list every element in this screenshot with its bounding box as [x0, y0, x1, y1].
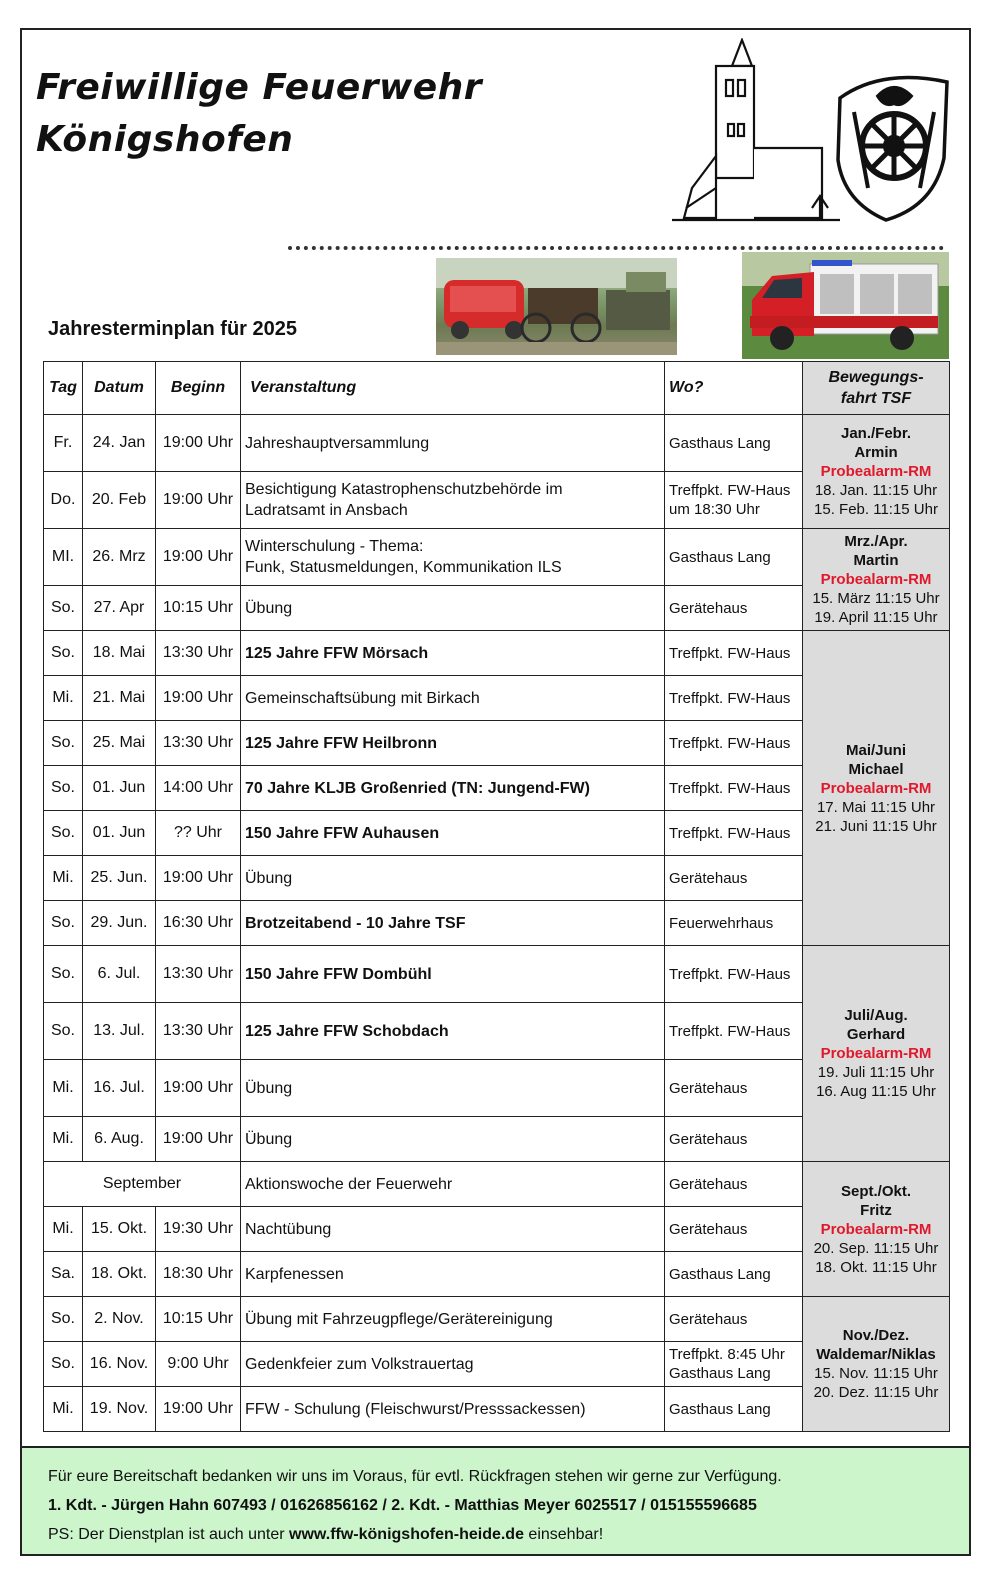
- event-cell: [241, 631, 665, 676]
- location-cell: [665, 721, 803, 766]
- tsf-group-cell: [803, 529, 950, 631]
- location-cell: [665, 1003, 803, 1060]
- location-line-1: Gerätehaus: [669, 1130, 748, 1148]
- beginn-cell: [156, 631, 241, 676]
- tag-cell: [44, 856, 83, 901]
- location-line-1: Feuerwehrhaus: [669, 914, 774, 932]
- beginn-value: 10:15 Uhr: [162, 599, 234, 616]
- datum-value: 27. Apr: [93, 599, 145, 616]
- beginn-value: 14:00 Uhr: [162, 779, 234, 796]
- location-cell: [665, 586, 803, 631]
- tag-cell: [44, 901, 83, 946]
- table-row: [44, 415, 950, 472]
- tag-value: Mi.: [52, 869, 74, 886]
- location-line-2: um 18:30 Uhr: [669, 501, 760, 518]
- location-line-1: Treffpkt. FW-Haus: [669, 1022, 791, 1040]
- datum-value: 18. Mai: [92, 644, 146, 661]
- tag-cell: [44, 415, 83, 472]
- location-cell: [665, 1387, 803, 1432]
- tsf-date-1: 17. Mai 11:15 Uhr: [816, 798, 936, 816]
- datum-value: 18. Okt.: [90, 1265, 148, 1282]
- location-line-1: Gerätehaus: [669, 1175, 748, 1193]
- tsf-date-1: 18. Jan. 11:15 Uhr: [814, 482, 938, 499]
- datum-value: 19. Nov.: [89, 1400, 149, 1417]
- datum-cell: [83, 856, 156, 901]
- location-cell: [665, 1207, 803, 1252]
- beginn-cell: [156, 415, 241, 472]
- beginn-cell: [156, 1003, 241, 1060]
- tsf-name: Martin: [853, 552, 899, 569]
- tag-cell: [44, 631, 83, 676]
- event-cell: [241, 472, 665, 529]
- month-cell: [44, 1162, 241, 1207]
- event-cell: [241, 1060, 665, 1117]
- tag-value: Mi.: [52, 1130, 74, 1147]
- footer-panel: [22, 1446, 969, 1554]
- historic-fire-trailer-photo: [436, 258, 677, 355]
- beginn-cell: [156, 529, 241, 586]
- event-cell: [241, 1117, 665, 1162]
- event-line-1: Brotzeitabend - 10 Jahre TSF: [245, 914, 466, 932]
- tag-value: Mi.: [52, 1220, 74, 1237]
- location-line-1: Treffpkt. FW-Haus: [669, 965, 791, 983]
- tsf-name: Waldemar/Niklas: [816, 1346, 936, 1363]
- beginn-value: 19:00 Uhr: [162, 1130, 234, 1147]
- table-row: [44, 946, 950, 1003]
- beginn-cell: [156, 472, 241, 529]
- tag-value: So.: [50, 599, 75, 616]
- tag-value: So.: [50, 644, 75, 661]
- beginn-value: 13:30 Uhr: [162, 1022, 234, 1039]
- event-cell: [241, 811, 665, 856]
- tsf-date-1: 15. Nov. 11:15 Uhr: [814, 1365, 938, 1382]
- tsf-date-1: 20. Sep. 11:15 Uhr: [813, 1239, 939, 1257]
- datum-cell: [83, 415, 156, 472]
- tsf-period: Nov./Dez.: [842, 1327, 910, 1344]
- datum-cell: [83, 472, 156, 529]
- beginn-value: ?? Uhr: [173, 824, 223, 841]
- datum-cell: [83, 631, 156, 676]
- event-cell: [241, 529, 665, 586]
- event-line-1: Karpfenessen: [245, 1265, 344, 1283]
- footer-contacts: 1. Kdt. - Jürgen Hahn 607493 / 01626856162 / 2. Kdt. - Matthias Meyer 6025517 / 015155596685: [48, 1497, 757, 1514]
- event-line-1: 150 Jahre FFW Auhausen: [245, 824, 440, 842]
- tsf-alarm: Probealarm-RM: [820, 779, 932, 797]
- footer-ps-prefix: PS: Der Dienstplan ist auch unter: [48, 1526, 290, 1543]
- tsf-period: Sept./Okt.: [840, 1182, 911, 1200]
- datum-cell: [83, 1252, 156, 1297]
- tag-cell: [44, 946, 83, 1003]
- location-cell: [665, 415, 803, 472]
- event-cell: [241, 856, 665, 901]
- tsf-date-1: 19. Juli 11:15 Uhr: [817, 1064, 935, 1081]
- event-line-1: Gedenkfeier zum Volkstrauertag: [245, 1355, 474, 1373]
- location-line-1: Gasthaus Lang: [669, 548, 771, 566]
- beginn-cell: [156, 1060, 241, 1117]
- event-line-1: 125 Jahre FFW Mörsach: [245, 644, 429, 662]
- tsf-period: Juli/Aug.: [844, 1007, 908, 1024]
- location-line-1: Gasthaus Lang: [669, 1265, 771, 1283]
- tag-value: Do.: [50, 491, 76, 508]
- event-line-1: Jahreshauptversammlung: [245, 434, 430, 452]
- location-line-1: Treffpkt. FW-Haus: [669, 824, 791, 842]
- beginn-cell: [156, 856, 241, 901]
- beginn-value: 19:00 Uhr: [162, 1400, 234, 1417]
- location-cell: [665, 766, 803, 811]
- event-line-1: 70 Jahre KLJB Großenried (TN: Jungend-FW): [245, 779, 590, 797]
- header-tsf-line2: fahrt TSF: [840, 390, 912, 407]
- header-wo: Wo?: [665, 362, 803, 415]
- location-cell: [665, 1117, 803, 1162]
- datum-cell: [83, 1207, 156, 1252]
- tag-value: So.: [50, 824, 75, 841]
- datum-value: 6. Jul.: [97, 965, 141, 982]
- event-line-1: 125 Jahre FFW Schobdach: [245, 1022, 449, 1040]
- event-line-1: 125 Jahre FFW Heilbronn: [245, 734, 438, 752]
- tsf-date-1: 15. März 11:15 Uhr: [812, 590, 940, 607]
- beginn-value: 19:30 Uhr: [162, 1220, 234, 1237]
- footer-website-note: [48, 1526, 603, 1544]
- event-line-2: Ladratsamt in Ansbach: [245, 502, 408, 519]
- beginn-cell: [156, 766, 241, 811]
- datum-cell: [83, 586, 156, 631]
- beginn-cell: [156, 1207, 241, 1252]
- beginn-cell: [156, 811, 241, 856]
- header-veranstaltung: Veranstaltung: [241, 362, 665, 415]
- tag-value: So.: [50, 779, 75, 796]
- datum-cell: [83, 1342, 156, 1387]
- tag-cell: [44, 766, 83, 811]
- datum-value: 01. Jun: [92, 824, 146, 841]
- tag-value: So.: [50, 914, 75, 931]
- beginn-value: 13:30 Uhr: [162, 644, 234, 661]
- datum-value: 20. Feb: [91, 491, 147, 508]
- datum-value: 6. Aug.: [94, 1130, 144, 1147]
- event-line-1: Nachtübung: [245, 1220, 332, 1238]
- datum-value: 21. Mai: [92, 689, 146, 706]
- dotted-divider: [288, 246, 944, 250]
- datum-cell: [83, 946, 156, 1003]
- location-cell: [665, 1342, 803, 1387]
- table-header-row: [44, 362, 950, 415]
- tag-value: So.: [50, 1022, 75, 1039]
- event-cell: [241, 676, 665, 721]
- tsf-name: Michael: [848, 760, 904, 778]
- church-coat-of-arms-logo: [672, 38, 952, 223]
- table-row: [44, 529, 950, 586]
- event-line-1: Besichtigung Katastrophenschutzbehörde im: [245, 481, 563, 498]
- location-line-1: Gerätehaus: [669, 1079, 748, 1097]
- beginn-value: 18:30 Uhr: [162, 1265, 234, 1282]
- datum-value: 15. Okt.: [90, 1220, 148, 1237]
- tag-value: Fr.: [53, 434, 73, 451]
- beginn-cell: [156, 1117, 241, 1162]
- location-line-1: Treffpkt. FW-Haus: [669, 482, 791, 499]
- beginn-cell: [156, 1387, 241, 1432]
- tag-value: So.: [50, 734, 75, 751]
- location-cell: [665, 1162, 803, 1207]
- title-line-1: Freiwillige Feuerwehr: [36, 67, 483, 108]
- tsf-period: Jan./Febr.: [840, 425, 912, 442]
- table-row: [44, 631, 950, 676]
- datum-cell: [83, 1060, 156, 1117]
- header-tsf: [803, 362, 950, 415]
- event-line-1: Gemeinschaftsübung mit Birkach: [245, 689, 480, 707]
- datum-value: 16. Jul.: [93, 1079, 145, 1096]
- event-cell: [241, 1297, 665, 1342]
- tsf-date-2: 18. Okt. 11:15 Uhr: [815, 1258, 937, 1276]
- datum-value: 2. Nov.: [94, 1310, 144, 1327]
- fire-truck-tsf-photo: [742, 252, 949, 359]
- tsf-alarm: Probealarm-RM: [820, 1220, 932, 1238]
- tsf-name: Fritz: [860, 1201, 892, 1219]
- location-line-1: Treffpkt. 8:45 Uhr: [669, 1346, 785, 1363]
- location-cell: [665, 1252, 803, 1297]
- tsf-alarm: Probealarm-RM: [820, 571, 932, 588]
- event-cell: [241, 946, 665, 1003]
- tag-cell: [44, 1117, 83, 1162]
- title-line-2: Königshofen: [36, 119, 294, 160]
- tsf-date-2: 19. April 11:15 Uhr: [814, 609, 938, 626]
- beginn-cell: [156, 901, 241, 946]
- location-cell: [665, 472, 803, 529]
- event-cell: [241, 1003, 665, 1060]
- tag-value: So.: [50, 1310, 75, 1327]
- datum-cell: [83, 766, 156, 811]
- event-line-1: Übung: [245, 599, 293, 617]
- tsf-date-2: 15. Feb. 11:15 Uhr: [814, 501, 938, 518]
- event-line-2: Funk, Statusmeldungen, Kommunikation ILS: [245, 559, 562, 576]
- beginn-value: 19:00 Uhr: [162, 434, 234, 451]
- schedule-table: [43, 361, 950, 1432]
- event-line-1: Übung mit Fahrzeugpflege/Gerätereinigung: [245, 1310, 553, 1328]
- tag-cell: [44, 1297, 83, 1342]
- tsf-group-cell: [803, 946, 950, 1162]
- datum-cell: [83, 721, 156, 766]
- tag-cell: [44, 472, 83, 529]
- datum-value: 13. Jul.: [93, 1022, 145, 1039]
- website-link[interactable]: www.ffw-königshofen-heide.de: [289, 1526, 524, 1543]
- header-beginn: Beginn: [156, 362, 241, 415]
- tag-value: MI.: [51, 548, 75, 565]
- beginn-cell: [156, 586, 241, 631]
- tsf-date-2: 20. Dez. 11:15 Uhr: [813, 1384, 939, 1401]
- location-line-2: Gasthaus Lang: [669, 1365, 771, 1382]
- datum-cell: [83, 1297, 156, 1342]
- tag-value: Mi.: [52, 689, 74, 706]
- beginn-value: 13:30 Uhr: [162, 734, 234, 751]
- tsf-alarm: Probealarm-RM: [820, 1045, 932, 1062]
- beginn-cell: [156, 676, 241, 721]
- tag-cell: [44, 586, 83, 631]
- page-title: [36, 62, 482, 166]
- schedule-subtitle: Jahresterminplan für 2025: [48, 318, 297, 340]
- tag-cell: [44, 1342, 83, 1387]
- beginn-value: 19:00 Uhr: [162, 548, 234, 565]
- beginn-cell: [156, 721, 241, 766]
- location-line-1: Gerätehaus: [669, 1220, 748, 1238]
- tag-value: So.: [50, 1355, 75, 1372]
- event-cell: [241, 1252, 665, 1297]
- datum-cell: [83, 1117, 156, 1162]
- location-line-1: Gerätehaus: [669, 599, 748, 617]
- datum-value: 01. Jun: [92, 779, 146, 796]
- datum-cell: [83, 529, 156, 586]
- datum-cell: [83, 811, 156, 856]
- tag-cell: [44, 676, 83, 721]
- event-line-1: Übung: [245, 869, 293, 887]
- tag-cell: [44, 529, 83, 586]
- beginn-value: 19:00 Uhr: [162, 1079, 234, 1096]
- tag-cell: [44, 1207, 83, 1252]
- table-row: [44, 1297, 950, 1342]
- event-cell: [241, 1387, 665, 1432]
- tag-value: Sa.: [50, 1265, 75, 1282]
- location-cell: [665, 1297, 803, 1342]
- event-cell: [241, 766, 665, 811]
- datum-value: 24. Jan: [92, 434, 146, 451]
- event-cell: [241, 1162, 665, 1207]
- beginn-value: 13:30 Uhr: [162, 965, 234, 982]
- tsf-group-cell: [803, 1297, 950, 1432]
- location-line-1: Treffpkt. FW-Haus: [669, 689, 791, 707]
- tsf-group-cell: [803, 415, 950, 529]
- location-cell: [665, 901, 803, 946]
- beginn-cell: [156, 1342, 241, 1387]
- tag-cell: [44, 1060, 83, 1117]
- event-cell: [241, 721, 665, 766]
- month-label: September: [102, 1175, 182, 1192]
- beginn-value: 9:00 Uhr: [167, 1355, 229, 1372]
- datum-value: 25. Mai: [92, 734, 146, 751]
- tsf-name: Gerhard: [846, 1026, 906, 1043]
- datum-value: 26. Mrz: [92, 548, 146, 565]
- tsf-date-2: 16. Aug 11:15 Uhr: [816, 1083, 936, 1100]
- tag-value: So.: [50, 965, 75, 982]
- tsf-date-2: 21. Juni 11:15 Uhr: [815, 817, 937, 835]
- footer-ps-suffix: einsehbar!: [523, 1526, 604, 1543]
- tsf-period: Mrz./Apr.: [844, 533, 908, 550]
- beginn-value: 19:00 Uhr: [162, 689, 234, 706]
- event-cell: [241, 586, 665, 631]
- location-cell: [665, 529, 803, 586]
- event-cell: [241, 415, 665, 472]
- beginn-value: 19:00 Uhr: [162, 491, 234, 508]
- tsf-period: Mai/Juni: [845, 741, 906, 759]
- header-tsf-line1: Bewegungs-: [828, 369, 924, 386]
- header-tag: Tag: [44, 362, 83, 415]
- beginn-cell: [156, 1252, 241, 1297]
- tsf-group-cell: [803, 631, 950, 946]
- event-line-1: 150 Jahre FFW Dombühl: [245, 965, 432, 983]
- tsf-name: Armin: [854, 444, 898, 461]
- tag-value: Mi.: [52, 1400, 74, 1417]
- location-line-1: Gasthaus Lang: [669, 434, 771, 452]
- location-line-1: Treffpkt. FW-Haus: [669, 734, 791, 752]
- event-cell: [241, 1207, 665, 1252]
- tsf-group-cell: [803, 1162, 950, 1297]
- footer-thanks-text: Für eure Bereitschaft bedanken wir uns im Voraus, für evtl. Rückfragen stehen wir gerne zur Verfügung.: [48, 1468, 782, 1485]
- event-cell: [241, 901, 665, 946]
- tsf-alarm: Probealarm-RM: [820, 463, 932, 480]
- beginn-cell: [156, 1297, 241, 1342]
- datum-value: 25. Jun.: [90, 869, 148, 886]
- tag-value: Mi.: [52, 1079, 74, 1096]
- event-line-1: Winterschulung - Thema:: [245, 538, 424, 555]
- beginn-cell: [156, 946, 241, 1003]
- location-line-1: Treffpkt. FW-Haus: [669, 779, 791, 797]
- datum-value: 16. Nov.: [89, 1355, 149, 1372]
- datum-cell: [83, 676, 156, 721]
- event-line-1: FFW - Schulung (Fleischwurst/Presssackessen): [245, 1400, 586, 1418]
- datum-cell: [83, 901, 156, 946]
- tag-cell: [44, 1387, 83, 1432]
- tag-cell: [44, 721, 83, 766]
- location-line-1: Gerätehaus: [669, 1310, 748, 1328]
- tag-cell: [44, 1252, 83, 1297]
- event-line-1: Übung: [245, 1079, 293, 1097]
- location-cell: [665, 631, 803, 676]
- datum-cell: [83, 1387, 156, 1432]
- header-datum: Datum: [83, 362, 156, 415]
- location-line-1: Treffpkt. FW-Haus: [669, 644, 791, 662]
- beginn-value: 10:15 Uhr: [162, 1310, 234, 1327]
- tag-cell: [44, 1003, 83, 1060]
- location-line-1: Gerätehaus: [669, 869, 748, 887]
- event-line-1: Übung: [245, 1130, 293, 1148]
- datum-cell: [83, 1003, 156, 1060]
- datum-value: 29. Jun.: [90, 914, 148, 931]
- location-cell: [665, 676, 803, 721]
- location-cell: [665, 811, 803, 856]
- event-cell: [241, 1342, 665, 1387]
- event-line-1: Aktionswoche der Feuerwehr: [245, 1175, 453, 1193]
- location-cell: [665, 946, 803, 1003]
- beginn-value: 19:00 Uhr: [162, 869, 234, 886]
- location-cell: [665, 1060, 803, 1117]
- beginn-value: 16:30 Uhr: [162, 914, 234, 931]
- location-line-1: Gasthaus Lang: [669, 1400, 771, 1418]
- location-cell: [665, 856, 803, 901]
- table-row: [44, 1162, 950, 1207]
- tag-cell: [44, 811, 83, 856]
